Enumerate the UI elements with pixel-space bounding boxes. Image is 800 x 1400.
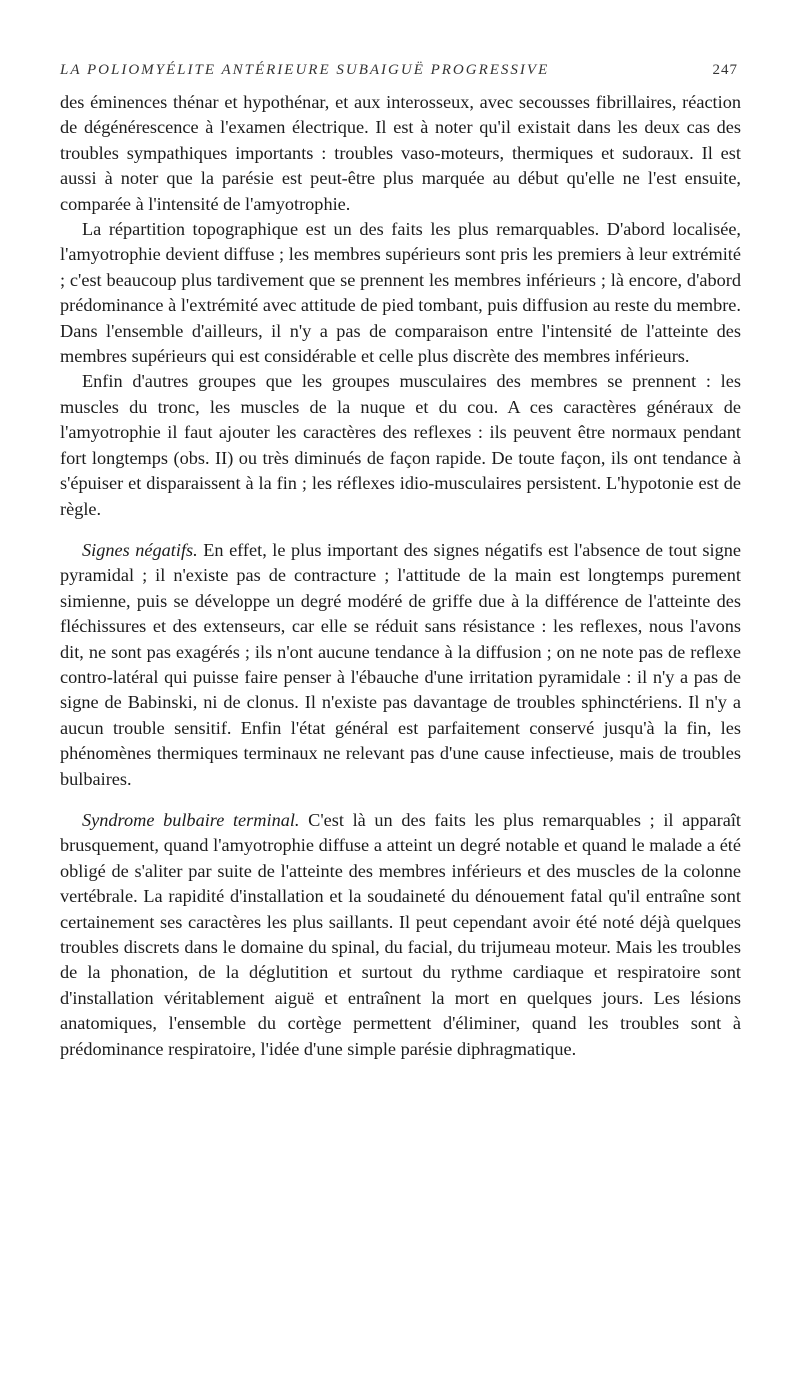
paragraph-2 — [60, 217, 741, 369]
paragraph-text: En effet, le plus important des signes négatifs est l'absence de tout signe pyramidal ; il n'existe pas de contracture ; l'attitude de la main est longtemps purement simienne, puis se développe un degré modéré de griffe due à la différence de l'atteinte des fléchissures et des extenseurs, car elle se réduit sans résistance : les reflexes, nous l'avons dit, ne sont pas exagérés ; ils n'ont aucune tendance à la diffusion ; on ne note pas de reflexe contro-latéral qui puisse faire penser à l'ébauche d'une irritation pyramidale : il n'y a pas de signe de Babinski, ni de clonus. Il n'existe pas davantage de troubles sphinctériens. Il n'y a aucun trouble sensitif. Enfin l'état général est parfaitement conservé jusqu'à la fin, les phénomènes thermiques terminaux ne relevant pas d'une cause infectieuse, mais de troubles bulbaires. — [60, 539, 742, 789]
paragraph-negative-signs — [60, 538, 741, 792]
paragraph-3 — [60, 369, 741, 521]
paragraph-text: La répartition topographique est un des faits les plus remarquables. D'abord localisée, l'amyotrophie devient diffuse ; les membres supérieurs sont pris les premiers à leur extrémité ; c'est beaucoup plus tardivement que se prennent les membres inférieurs ; là encore, d'abord prédominance à l'extrémité avec attitude de pied tombant, puis diffusion au reste du membre. Dans l'ensemble d'ailleurs, il n'y a pas de comparaison entre l'intensité de l'atteinte des membres supérieurs qui est considérable et celle plus discrète des membres inférieurs. — [60, 219, 741, 367]
paragraph-text: C'est là un des faits les plus remarquables ; il apparaît brusquement, quand l'amyotrophie diffuse a atteint un degré notable et quand le malade a été obligé de s'aliter par suite de l'atteinte des membres inférieurs et des muscles de la colonne vertébrale. La rapidité d'installation et la soudaineté du dénouement fatal qu'il entraîne sont certainement ses caractères les plus saillants. Il peut cependant avoir été noté déjà quelques troubles discrets dans le domaine du spinal, du facial, du trijumeau moteur. Mais les troubles de la phonation, de la déglutition et surtout du rythme cardiaque et respiratoire sont d'installation véritablement aiguë et entraînent la mort en quelques jours. Les lésions anatomiques, l'ensemble du cortège permettent d'éliminer, quand les troubles sont à prédominance respiratoire, l'idée d'une simple parésie diphragmatique. — [60, 809, 741, 1059]
paragraph-text: des éminences thénar et hypothénar, et aux interosseux, avec secousses fibrillaires, réaction de dégénérescence à l'examen électrique. Il est à noter qu'il existait dans les deux cas des troubles sympathiques importants : troubles vaso-moteurs, thermiques et sudoraux. Il est aussi à noter que la parésie est peut-être plus marquée au début qu'elle ne l'est ensuite, comparée à l'intensité de l'amyotrophie. — [60, 92, 741, 214]
paragraph-text: Enfin d'autres groupes que les groupes musculaires des membres se prennent : les muscles du tronc, les muscles de la nuque et du cou. A ces caractères généraux de l'amyotrophie il faut ajouter les caractères des reflexes : ils peuvent être normaux pendant fort longtemps (obs. II) ou très diminués de façon rapide. De toute façon, ils ont tendance à s'épuiser et disparaissent à la fin ; les réflexes idio-musculaires persistent. L'hypotonie est de règle. — [60, 371, 741, 519]
running-title: LA POLIOMYÉLITE ANTÉRIEURE SUBAIGUË PROGRESSIVE — [60, 62, 550, 78]
section-lead-bulbar-syndrome: Syndrome bulbaire terminal. — [82, 809, 300, 830]
body-text — [60, 90, 741, 1062]
page-number: 247 — [712, 62, 738, 78]
section-lead-negative-signs: Signes négatifs. — [82, 539, 198, 560]
paragraph-1 — [60, 90, 741, 217]
running-head — [60, 62, 738, 79]
paragraph-bulbar-syndrome — [60, 808, 741, 1062]
